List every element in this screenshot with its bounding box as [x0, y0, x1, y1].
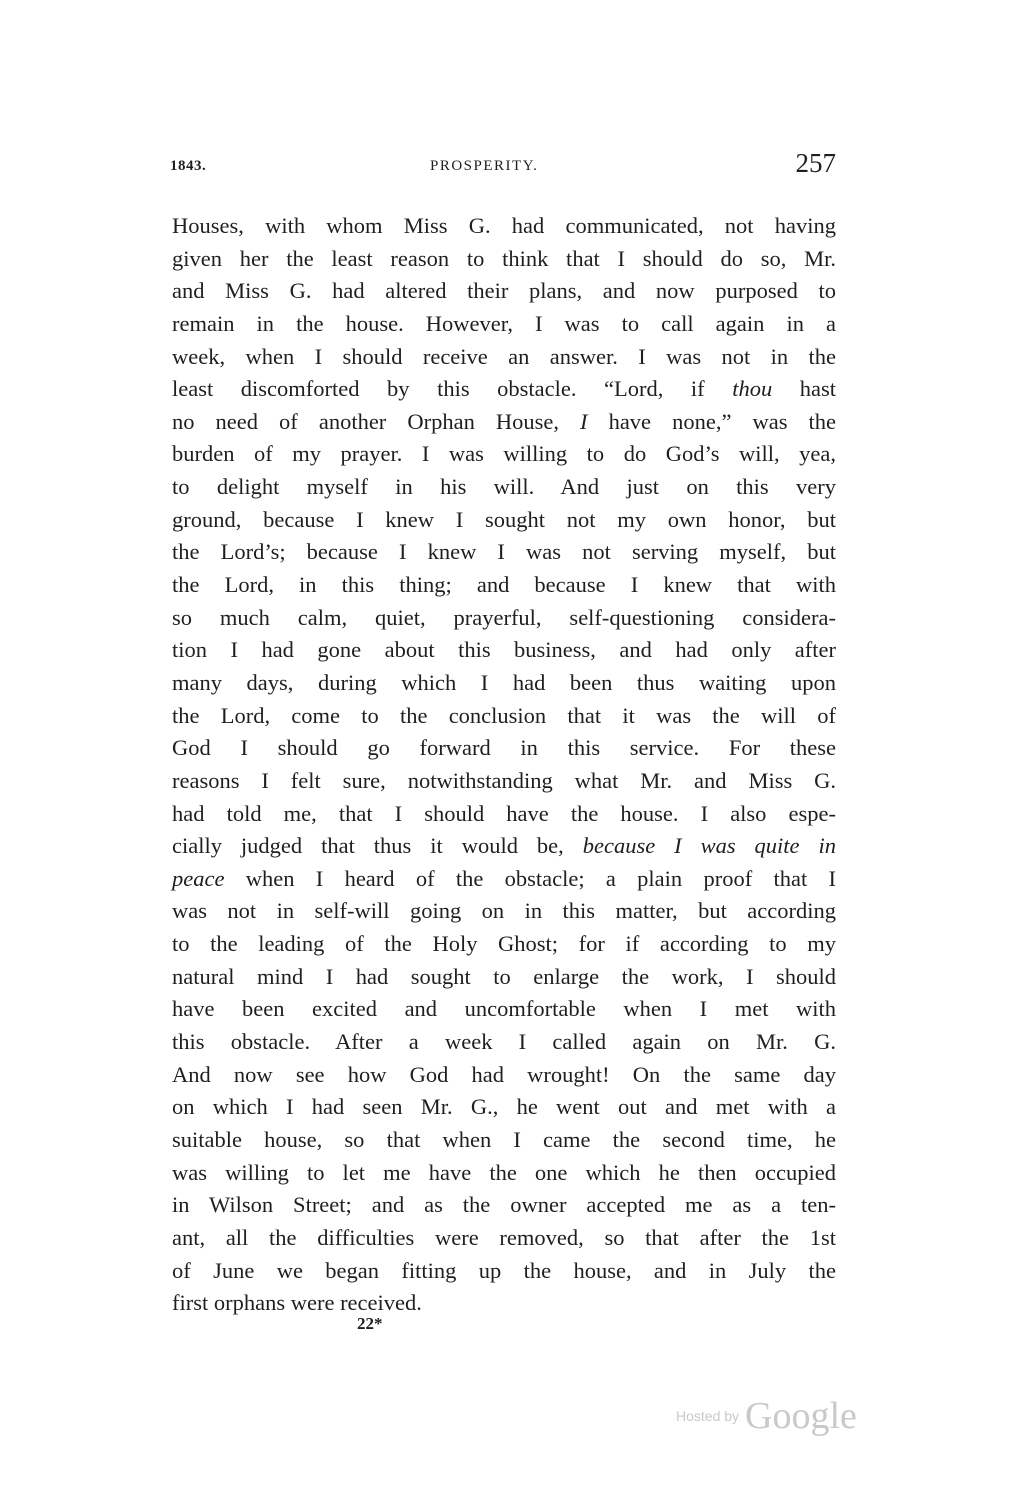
text-line: on which I had seen Mr. G., he went out and met with a [172, 1094, 836, 1120]
text-line: Houses, with whom Miss G. had communicated, not having [172, 213, 836, 238]
running-header [170, 148, 836, 184]
italic-segment: peace [172, 865, 225, 891]
text-line: natural mind I had sought to enlarge the work, I should [172, 963, 836, 989]
text-segment: hast [772, 376, 836, 402]
text-line: remain in the house. However, I was to call again in a [172, 310, 836, 336]
text-line: first orphans were received. [172, 1290, 422, 1316]
text-line: and Miss G. had altered their plans, and now purposed to [172, 278, 836, 304]
text-segment: have none,” was the [587, 408, 836, 434]
text-segment: when I heard of the obstacle; a plain proof that I [224, 865, 836, 891]
text-line: to delight myself in his will. And just on this very [172, 474, 836, 500]
text-line: of June we began fitting up the house, and in July the [172, 1257, 836, 1283]
italic-segment: because I was quite in [582, 833, 836, 859]
text-line: ground, because I knew I sought not my own honor, but [172, 506, 836, 532]
text-line: given her the least reason to think that I should do so, Mr. [172, 245, 836, 271]
text-segment: least discomforted by this obstacle. “Lord, if [172, 376, 733, 402]
text-line: to the leading of the Holy Ghost; for if according to my [172, 931, 836, 957]
hosted-by-watermark [676, 1394, 857, 1437]
text-segment: cially judged that thus it would be, [172, 833, 583, 859]
text-line: was not in self-will going on in this matter, but according [172, 898, 836, 924]
text-line: the Lord, in this thing; and because I knew that with [172, 572, 836, 598]
text-line: this obstacle. After a week I called again on Mr. G. [172, 1029, 836, 1055]
text-line: God I should go forward in this service. For these [172, 735, 836, 761]
page-body [172, 210, 836, 1320]
text-line: so much calm, quiet, prayerful, self-questioning considera- [172, 604, 836, 630]
text-line: burden of my prayer. I was willing to do God’s will, yea, [172, 441, 836, 467]
text-line [172, 373, 836, 406]
text-line: was willing to let me have the one which he then occupied [172, 1159, 836, 1185]
text-line: reasons I felt sure, notwithstanding what Mr. and Miss G. [172, 767, 836, 793]
text-line: had told me, that I should have the house. I also espe- [172, 800, 836, 826]
text-line: many days, during which I had been thus waiting upon [172, 669, 836, 695]
chapter-title: PROSPERITY. [430, 158, 539, 174]
text-line: have been excited and uncomfortable when I met with [172, 996, 836, 1022]
text-line [172, 406, 836, 439]
text-line: ant, all the difficulties were removed, so that after the 1st [172, 1224, 836, 1250]
google-logo: Google [745, 1395, 857, 1437]
text-line: And now see how God had wrought! On the same day [172, 1061, 836, 1087]
text-line [172, 863, 836, 896]
signature-mark: 22* [357, 1314, 383, 1333]
header-year: 1843. [170, 158, 207, 174]
text-line: in Wilson Street; and as the owner accepted me as a ten- [172, 1192, 836, 1218]
italic-segment: I [580, 408, 588, 434]
page-number: 257 [795, 148, 836, 178]
text-line: tion I had gone about this business, and had only after [172, 637, 836, 663]
text-line [172, 830, 836, 863]
text-segment: no need of another Orphan House, [172, 408, 581, 434]
italic-segment: thou [732, 376, 773, 402]
hosted-by-label: Hosted by [676, 1408, 740, 1424]
text-line: the Lord’s; because I knew I was not serving myself, but [172, 539, 836, 565]
text-line: week, when I should receive an answer. I was not in the [172, 343, 836, 369]
text-line: suitable house, so that when I came the second time, he [172, 1126, 836, 1152]
text-line: the Lord, come to the conclusion that it was the will of [172, 702, 836, 728]
